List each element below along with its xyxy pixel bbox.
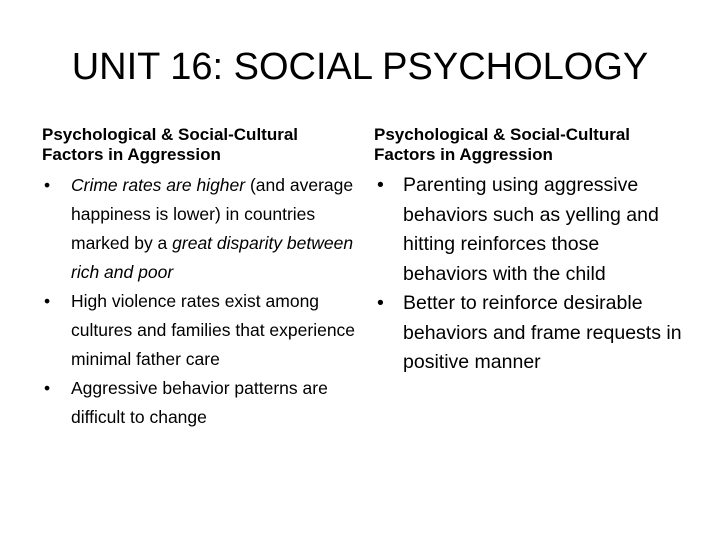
bullet-dot: • [377,292,384,314]
slide-title: UNIT 16: SOCIAL PSYCHOLOGY [71,46,649,88]
right-bullet-list [374,171,684,378]
left-bullet-list [42,171,360,432]
left-column [42,125,360,432]
right-heading-line2: Factors in Aggression [374,145,553,164]
bullet-item [42,374,360,432]
right-column [374,125,684,378]
left-column-heading [42,125,360,165]
bullet-text: Aggressive behavior patterns are difficult to change [71,378,328,427]
bullet-text: (and average happiness is lower) in countries marked by a [71,175,354,253]
bullet-dot: • [44,175,51,195]
bullet-item [374,171,684,289]
bullet-item [374,289,684,378]
bullet-text: Parenting using aggressive behaviors such as yelling and hitting reinforces those behaviors with the child [403,174,659,285]
bullet-dot: • [44,291,51,311]
bullet-dot: • [377,174,384,196]
bullet-item [42,171,360,287]
bullet-text: Better to reinforce desirable behaviors and frame requests in positive manner [403,292,682,373]
bullet-text: great disparity between rich and poor [71,233,354,282]
right-heading-line1: Psychological & Social-Cultural [374,125,631,144]
bullet-text: Crime rates are higher [71,175,246,195]
bullet-dot: • [44,378,51,398]
bullet-item [42,287,360,374]
left-heading-line2: Factors in Aggression [42,145,221,164]
right-column-heading [374,125,684,165]
bullet-text: High violence rates exist among cultures and families that experience minimal father care [71,291,356,369]
left-heading-line1: Psychological & Social-Cultural [42,125,299,144]
